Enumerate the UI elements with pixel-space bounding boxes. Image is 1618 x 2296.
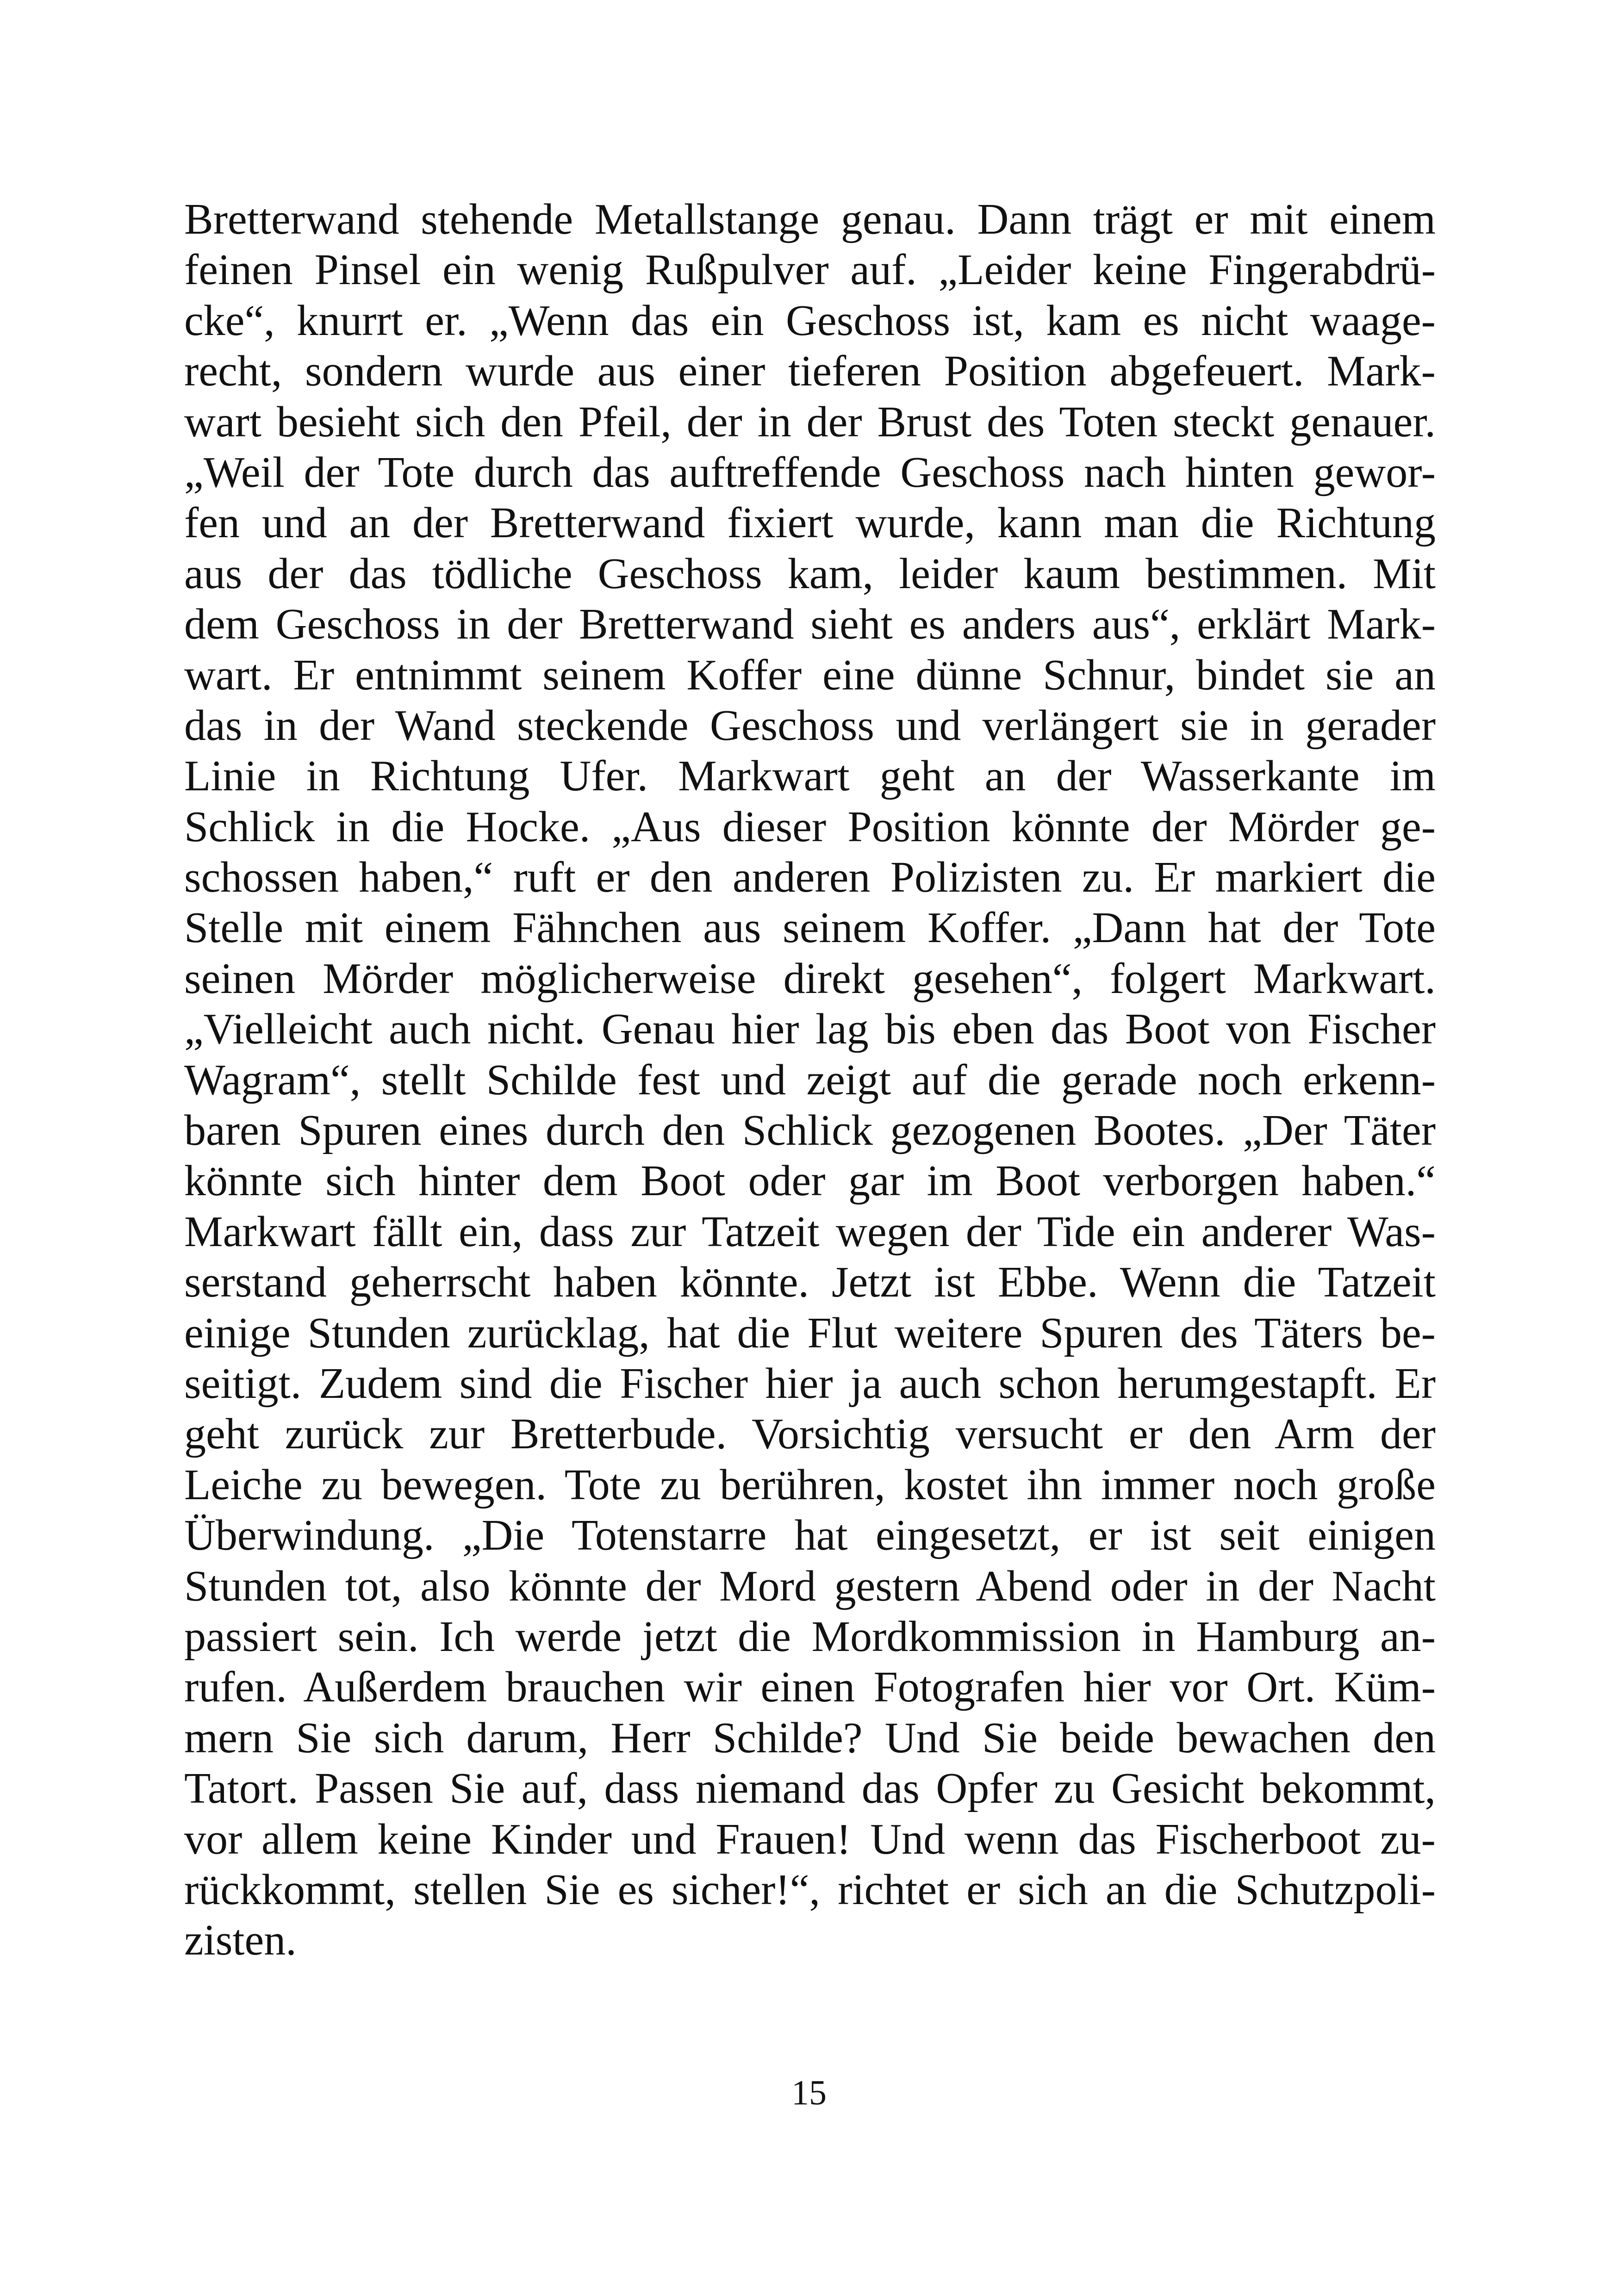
text-line: geht zurück zur Bretterbude. Vorsichtig versucht er den Arm der: [184, 1410, 1436, 1458]
text-line: seinen Mörder möglicherweise direkt gesehen“, folgert Markwart.: [184, 954, 1436, 1003]
body-text: [184, 194, 1436, 1966]
text-line: feinen Pinsel ein wenig Rußpulver auf. „Leider keine Fingerabdrü-: [184, 246, 1436, 294]
text-line: das in der Wand steckende Geschoss und verlängert sie in gerader: [184, 701, 1436, 750]
text-line: Wagram“, stellt Schilde fest und zeigt auf die gerade noch erkenn-: [184, 1055, 1436, 1104]
text-line: Stelle mit einem Fähnchen aus seinem Koffer. „Dann hat der Tote: [184, 904, 1436, 952]
text-line: fen und an der Bretterwand fixiert wurde, kann man die Richtung: [184, 499, 1436, 547]
text-line: wart. Er entnimmt seinem Koffer eine dünne Schnur, bindet sie an: [184, 651, 1436, 699]
text-line: Bretterwand stehende Metallstange genau. Dann trägt er mit einem: [184, 195, 1436, 243]
text-line: passiert sein. Ich werde jetzt die Mordkommission in Hamburg an-: [184, 1612, 1436, 1661]
text-line: „Vielleicht auch nicht. Genau hier lag bis eben das Boot von Fischer: [184, 1005, 1436, 1054]
text-line: Markwart fällt ein, dass zur Tatzeit wegen der Tide ein anderer Was-: [184, 1207, 1436, 1256]
text-line: rückkommt, stellen Sie es sicher!“, richtet er sich an die Schutzpoli-: [184, 1865, 1436, 1914]
text-line-last: zisten.: [184, 1916, 297, 1965]
text-line: baren Spuren eines durch den Schlick gezogenen Bootes. „Der Täter: [184, 1106, 1436, 1155]
text-line: seitigt. Zudem sind die Fischer hier ja auch schon herumgestapft. Er: [184, 1359, 1436, 1408]
text-line: Tatort. Passen Sie auf, dass niemand das Opfer zu Gesicht bekommt,: [184, 1764, 1436, 1813]
text-line: dem Geschoss in der Bretterwand sieht es anders aus“, erklärt Mark-: [184, 600, 1436, 649]
text-line: könnte sich hinter dem Boot oder gar im Boot verborgen haben.“: [184, 1157, 1436, 1205]
text-line: aus der das tödliche Geschoss kam, leider kaum bestimmen. Mit: [184, 549, 1436, 598]
text-line: einige Stunden zurücklag, hat die Flut weitere Spuren des Täters be-: [184, 1309, 1436, 1357]
text-line: cke“, knurrt er. „Wenn das ein Geschoss ist, kam es nicht waage-: [184, 296, 1436, 345]
page-number: 15: [791, 2073, 827, 2112]
text-line: serstand geherrscht haben könnte. Jetzt ist Ebbe. Wenn die Tatzeit: [184, 1258, 1436, 1307]
text-line: Stunden tot, also könnte der Mord gestern Abend oder in der Nacht: [184, 1562, 1436, 1610]
text-line: rufen. Außerdem brauchen wir einen Fotografen hier vor Ort. Küm-: [184, 1663, 1436, 1712]
text-line: mern Sie sich darum, Herr Schilde? Und Sie beide bewachen den: [184, 1713, 1436, 1762]
text-line: Leiche zu bewegen. Tote zu berühren, kostet ihn immer noch große: [184, 1460, 1436, 1509]
text-line: Linie in Richtung Ufer. Markwart geht an der Wasserkante im: [184, 752, 1436, 800]
text-line: Überwindung. „Die Totenstarre hat eingesetzt, er ist seit einigen: [184, 1511, 1436, 1560]
text-line: Schlick in die Hocke. „Aus dieser Position könnte der Mörder ge-: [184, 802, 1436, 851]
text-line: recht, sondern wurde aus einer tieferen Position abgefeuert. Mark-: [184, 347, 1436, 396]
text-line: schossen haben,“ ruft er den anderen Polizisten zu. Er markiert die: [184, 853, 1436, 902]
text-line: vor allem keine Kinder und Frauen! Und wenn das Fischerboot zu-: [184, 1815, 1436, 1863]
text-line: „Weil der Tote durch das auftreffende Geschoss nach hinten gewor-: [184, 448, 1436, 496]
text-line: wart besieht sich den Pfeil, der in der Brust des Toten steckt genauer.: [184, 397, 1436, 446]
